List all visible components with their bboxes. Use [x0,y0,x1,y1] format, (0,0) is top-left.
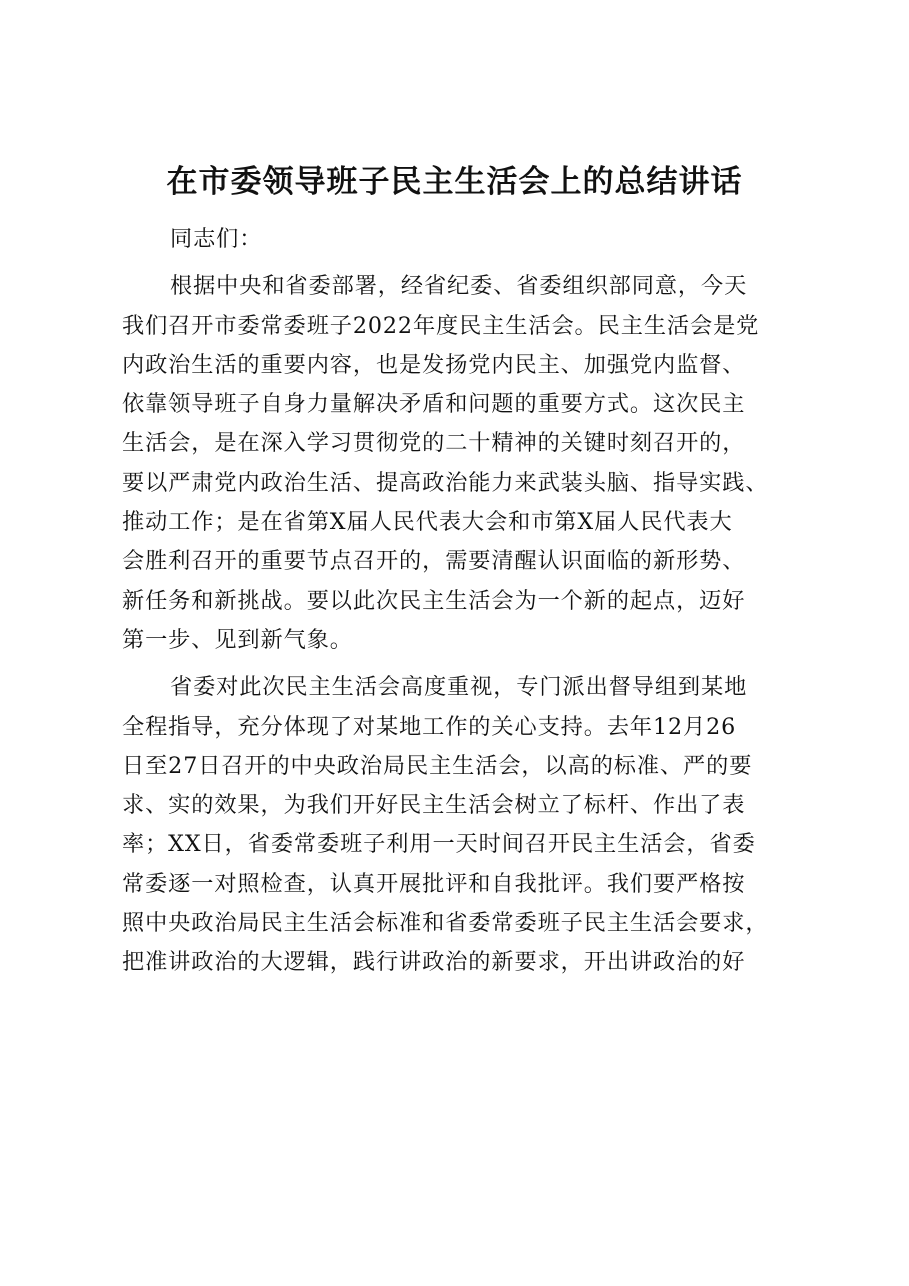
paragraph-2 [122,668,822,982]
paragraph-line: 照中央政治局民主生活会标准和省委常委班子民主生活会要求， [122,910,769,937]
paragraph-line: 常委逐一对照检查，认真开展批评和自我批评。我们要严格按 [122,870,746,897]
paragraph-line: 日至27日召开的中央政治局民主生活会，以高的标准、严的要 [122,752,753,779]
paragraph-line: 率；XX日，省委常委班子利用一天时间召开民主生活会，省委 [122,831,756,858]
paragraph-1 [122,267,822,660]
paragraph-line: 全程指导，充分体现了对某地工作的关心支持。去年12月26 [122,713,737,740]
paragraph-line: 内政治生活的重要内容，也是发扬党内民主、加强党内监督、 [122,351,746,378]
document-body [122,220,822,983]
paragraph-line: 第一步、见到新气象。 [122,626,353,653]
paragraph-line: 会胜利召开的重要节点召开的，需要清醒认识面临的新形势、 [122,548,746,575]
paragraph-line: 省委对此次民主生活会高度重视，专门派出督导组到某地 [170,674,748,701]
paragraph-line: 依靠领导班子自身力量解决矛盾和问题的重要方式。这次民主 [122,391,746,418]
paragraph-line: 求、实的效果，为我们开好民主生活会树立了标杆、作出了表 [122,792,746,819]
paragraph-line: 推动工作；是在省第X届人民代表大会和市第X届人民代表大 [122,509,733,536]
paragraph-gap [122,259,822,267]
document-title: 在市委领导班子民主生活会上的总结讲话 [166,164,743,200]
paragraph-line: 要以严肃党内政治生活、提高政治能力来武装头脑、指导实践、 [122,469,769,496]
paragraph-gap [122,660,822,668]
paragraph-line: 新任务和新挑战。要以此次民主生活会为一个新的起点，迈好 [122,587,746,614]
paragraph-line: 把准讲政治的大逻辑，践行讲政治的新要求，开出讲政治的好 [122,949,746,976]
paragraph-line: 生活会，是在深入学习贯彻党的二十精神的关键时刻召开的， [122,430,746,457]
greeting: 同志们： [170,226,263,252]
paragraph-line: 根据中央和省委部署，经省纪委、省委组织部同意，今天 [170,273,748,300]
paragraph-line: 我们召开市委常委班子2022年度民主生活会。民主生活会是党 [122,312,760,339]
